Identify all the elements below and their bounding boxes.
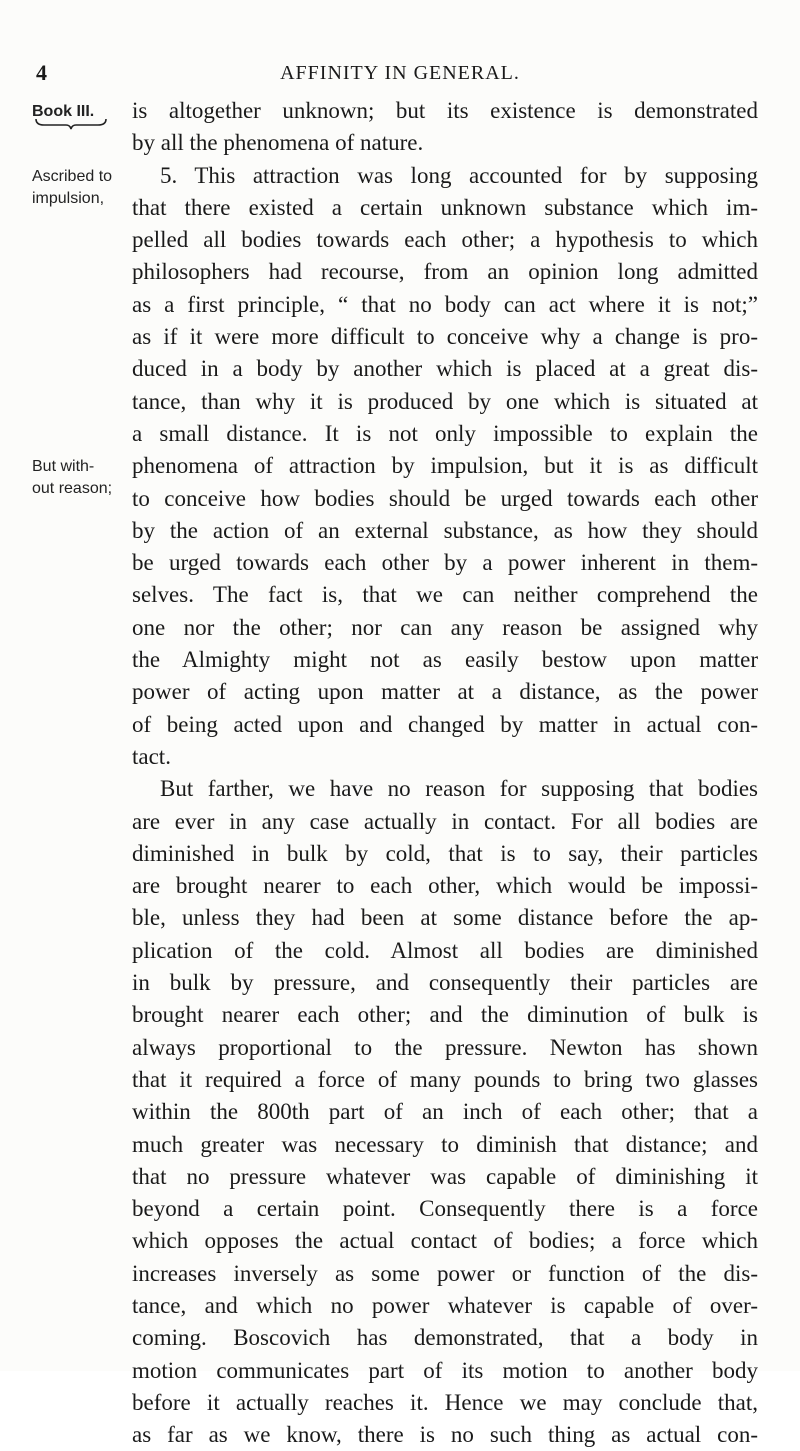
text-line: motion communicates part of its motion to another body (132, 1357, 758, 1383)
text-line: brought nearer each other; and the diminution of bulk is (132, 1002, 758, 1028)
text-line: are ever in any case actually in contact. For all bodies are (132, 808, 758, 834)
margin-note-ascribed-line1: Ascribed to (32, 168, 113, 185)
text-line: tact. (132, 743, 171, 769)
text-line: of being acted upon and changed by matter in actual con- (132, 711, 758, 737)
text-line: a small distance. It is not only impossible to explain the (132, 420, 758, 446)
text-line: by the action of an external substance, as how they should (132, 517, 758, 543)
text-line: one nor the other; nor can any reason be assigned why (132, 614, 758, 640)
brace-ornament (34, 117, 108, 131)
margin-book-label: Book III. (32, 103, 95, 120)
text-line: are brought nearer to each other, which would be impossi- (132, 873, 758, 899)
text-line: within the 800th part of an inch of each other; that a (132, 1099, 758, 1125)
text-line: always proportional to the pressure. Newton has shown (132, 1034, 758, 1060)
text-line: ble, unless they had been at some distance before the ap- (132, 905, 758, 931)
text-line: tance, and which no power whatever is capable of over- (132, 1292, 758, 1318)
running-head: AFFINITY IN GENERAL. (280, 62, 520, 84)
text-line: beyond a certain point. Consequently there is a force (132, 1196, 758, 1222)
text-line: that there existed a certain unknown substance which im- (132, 194, 758, 220)
text-line: duced in a body by another which is placed at a great dis- (132, 356, 758, 382)
text-line: tance, than why it is produced by one which is situated at (132, 388, 758, 414)
text-line: by all the phenomena of nature. (132, 130, 424, 156)
text-line: diminished in bulk by cold, that is to say, their particles (132, 840, 758, 866)
text-line: be urged towards each other by a power inherent in them- (132, 550, 758, 576)
margin-note-ascribed-line2: impulsion, (32, 190, 105, 207)
text-line: philosophers had recourse, from an opinion long admitted (132, 259, 758, 285)
text-line: as a first principle, “ that no body can act where it is not;” (132, 291, 758, 317)
text-line: is altogether unknown; but its existence is demonstrated (132, 98, 758, 123)
text-line: which opposes the actual contact of bodies; a force which (132, 1228, 758, 1254)
body-text (132, 95, 758, 1451)
page-number: 4 (36, 60, 47, 85)
text-line: the Almighty might not as easily bestow upon matter (132, 647, 758, 673)
margin-note-without-line2: out reason; (32, 480, 113, 497)
text-line: increases inversely as some power or function of the dis- (132, 1260, 758, 1286)
paragraph-5-start: 5. This attraction was long accounted for by supposing (160, 162, 758, 188)
text-line: as if it were more difficult to conceive why a change is pro- (132, 324, 758, 350)
text-line: as far as we know, there is no such thing as actual con- (132, 1422, 758, 1448)
margin-note-without-line1: But with- (32, 458, 95, 475)
paragraph-farther-start: But farther, we have no reason for supposing that bodies (160, 776, 758, 802)
page-header (0, 60, 800, 90)
text-line: in bulk by pressure, and consequently their particles are (132, 970, 758, 996)
text-line: pelled all bodies towards each other; a hypothesis to which (132, 227, 758, 253)
text-line: that it required a force of many pounds to bring two glasses (132, 1066, 758, 1092)
text-line: much greater was necessary to diminish that distance; and (132, 1131, 758, 1157)
text-line: phenomena of attraction by impulsion, but it is as difficult (132, 453, 758, 479)
text-line: power of acting upon matter at a distance, as the power (132, 679, 758, 705)
text-line: selves. The fact is, that we can neither comprehend the (132, 582, 758, 608)
text-line: to conceive how bodies should be urged towards each other (132, 485, 758, 511)
text-line: plication of the cold. Almost all bodies are diminished (132, 937, 758, 963)
text-line: before it actually reaches it. Hence we may conclude that, (132, 1389, 758, 1415)
margin-notes (32, 95, 128, 655)
text-line: that no pressure whatever was capable of diminishing it (132, 1163, 758, 1189)
text-line: coming. Boscovich has demonstrated, that a body in (132, 1325, 758, 1351)
